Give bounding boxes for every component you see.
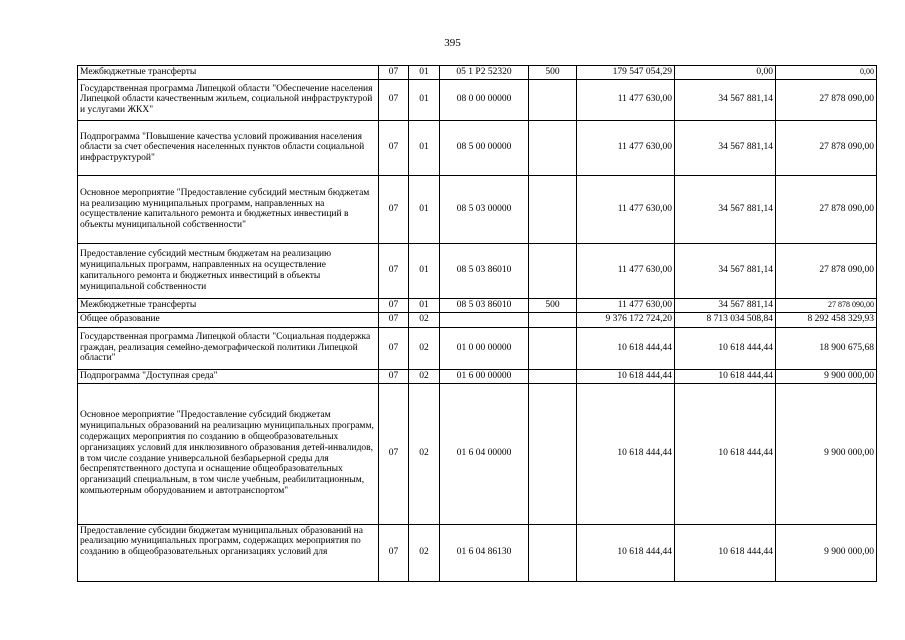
target-article-code: 01 6 04 86130 (440, 524, 529, 581)
amount-year-1: 11 477 630,00 (577, 298, 675, 312)
amount-year-2: 10 618 444,44 (675, 327, 776, 369)
subsection-code: 01 (409, 298, 440, 312)
amount-year-2: 10 618 444,44 (675, 369, 776, 383)
table-row (78, 243, 877, 298)
amount-year-3: 27 878 090,00 (776, 79, 877, 120)
section-code: 07 (379, 79, 409, 120)
amount-year-3: 9 900 000,00 (776, 524, 877, 581)
target-article-code: 01 6 04 00000 (440, 383, 529, 524)
amount-year-1: 11 477 630,00 (577, 243, 675, 298)
amount-year-1: 179 547 054,29 (577, 66, 675, 80)
row-name: Подпрограмма "Повышение качества условий проживания населения области за счет обеспечения населенных пунктов области социальной инфраструктурой" (78, 120, 379, 175)
amount-year-1: 9 376 172 724,20 (577, 312, 675, 327)
amount-year-3: 9 900 000,00 (776, 383, 877, 524)
expense-type-code (529, 243, 577, 298)
table-row (78, 298, 877, 312)
section-code: 07 (379, 120, 409, 175)
table-row (78, 312, 877, 327)
amount-year-2: 34 567 881,14 (675, 175, 776, 243)
section-code: 07 (379, 312, 409, 327)
section-code: 07 (379, 175, 409, 243)
target-article-code: 08 0 00 00000 (440, 79, 529, 120)
subsection-code: 02 (409, 312, 440, 327)
subsection-code: 02 (409, 383, 440, 524)
target-article-code: 05 1 P2 52320 (440, 66, 529, 80)
amount-year-1: 11 477 630,00 (577, 120, 675, 175)
row-name: Государственная программа Липецкой области "Социальная поддержка граждан, реализация семейно-демографической политики Липецкой области" (78, 327, 379, 369)
section-code: 07 (379, 243, 409, 298)
section-code: 07 (379, 383, 409, 524)
expense-type-code: 500 (529, 66, 577, 80)
target-article-code: 08 5 00 00000 (440, 120, 529, 175)
subsection-code: 02 (409, 524, 440, 581)
table-row (78, 120, 877, 175)
amount-year-2: 34 567 881,14 (675, 298, 776, 312)
expense-type-code (529, 369, 577, 383)
target-article-code (440, 312, 529, 327)
table-row (78, 175, 877, 243)
table-row (78, 327, 877, 369)
row-name-cell (78, 524, 379, 581)
amount-year-1: 10 618 444,44 (577, 327, 675, 369)
expense-type-code (529, 312, 577, 327)
expense-type-code (529, 175, 577, 243)
amount-year-1: 10 618 444,44 (577, 369, 675, 383)
table-row (78, 383, 877, 524)
table-row (78, 66, 877, 80)
amount-year-3: 27 878 090,00 (776, 120, 877, 175)
amount-year-3: 27 878 090,00 (776, 243, 877, 298)
amount-year-1: 10 618 444,44 (577, 383, 675, 524)
expense-type-code (529, 524, 577, 581)
section-code: 07 (379, 369, 409, 383)
row-name: Государственная программа Липецкой области "Обеспечение населения Липецкой области качественным жильем, социальной инфраструктурой и услугами ЖКХ" (78, 79, 379, 120)
page-number: 395 (444, 37, 461, 49)
section-code: 07 (379, 66, 409, 80)
subsection-code: 01 (409, 243, 440, 298)
amount-year-2: 10 618 444,44 (675, 383, 776, 524)
budget-table (77, 65, 877, 582)
row-name: Предоставление субсидий местным бюджетам на реализацию муниципальных программ, направленных на осуществление капитального ремонта и бюджетных инвестиций в объекты муниципальной собственности (78, 243, 379, 298)
amount-year-1: 11 477 630,00 (577, 79, 675, 120)
row-name: Основное мероприятие "Предоставление субсидий бюджетам муниципальных образований на реализацию муниципальных программ, содержащих мероприятия по созданию в общеобразовательных организациях условий для инклюзивного образования детей-инвалидов, в том числе создание универсальной безбарьерной среды для беспрепятственного доступа и оснащение общеобразовательных организаций специальным, в том числе учебным, реабилитационным, компьютерным оборудованием и автотранспортом" (78, 383, 379, 524)
subsection-code: 02 (409, 369, 440, 383)
target-article-code: 08 5 03 86010 (440, 298, 529, 312)
amount-year-1: 11 477 630,00 (577, 175, 675, 243)
amount-year-3: 27 878 090,00 (776, 298, 877, 312)
section-code: 07 (379, 327, 409, 369)
subsection-code: 02 (409, 327, 440, 369)
row-name: Основное мероприятие "Предоставление субсидий местным бюджетам на реализацию муниципальных программ, направленных на осуществление капитального ремонта и бюджетных инвестиций в объекты муниципальной собственности" (78, 175, 379, 243)
amount-year-3: 18 900 675,68 (776, 327, 877, 369)
expense-type-code: 500 (529, 298, 577, 312)
row-name: Подпрограмма "Доступная среда" (78, 369, 379, 383)
section-code: 07 (379, 524, 409, 581)
amount-year-2: 34 567 881,14 (675, 79, 776, 120)
amount-year-3: 27 878 090,00 (776, 175, 877, 243)
amount-year-3: 8 292 458 329,93 (776, 312, 877, 327)
amount-year-2: 0,00 (675, 66, 776, 80)
table-row (78, 79, 877, 120)
target-article-code: 01 0 00 00000 (440, 327, 529, 369)
row-name: Межбюджетные трансферты (78, 66, 379, 80)
expense-type-code (529, 327, 577, 369)
row-name: Предоставление субсидии бюджетам муниципальных образований на реализацию муниципальных программ, содержащих мероприятия по созданию в общеобразовательных организациях условий для (80, 525, 363, 558)
expense-type-code (529, 120, 577, 175)
section-code: 07 (379, 298, 409, 312)
target-article-code: 08 5 03 00000 (440, 175, 529, 243)
amount-year-1: 10 618 444,44 (577, 524, 675, 581)
subsection-code: 01 (409, 175, 440, 243)
expense-type-code (529, 383, 577, 524)
subsection-code: 01 (409, 66, 440, 80)
amount-year-2: 10 618 444,44 (675, 524, 776, 581)
row-name: Общее образование (78, 312, 379, 327)
row-name: Межбюджетные трансферты (78, 298, 379, 312)
amount-year-3: 0,00 (776, 66, 877, 80)
subsection-code: 01 (409, 120, 440, 175)
amount-year-2: 8 713 034 508,84 (675, 312, 776, 327)
amount-year-3: 9 900 000,00 (776, 369, 877, 383)
subsection-code: 01 (409, 79, 440, 120)
target-article-code: 08 5 03 86010 (440, 243, 529, 298)
expense-type-code (529, 79, 577, 120)
amount-year-2: 34 567 881,14 (675, 120, 776, 175)
table-row (78, 524, 877, 581)
target-article-code: 01 6 00 00000 (440, 369, 529, 383)
amount-year-2: 34 567 881,14 (675, 243, 776, 298)
table-row (78, 369, 877, 383)
